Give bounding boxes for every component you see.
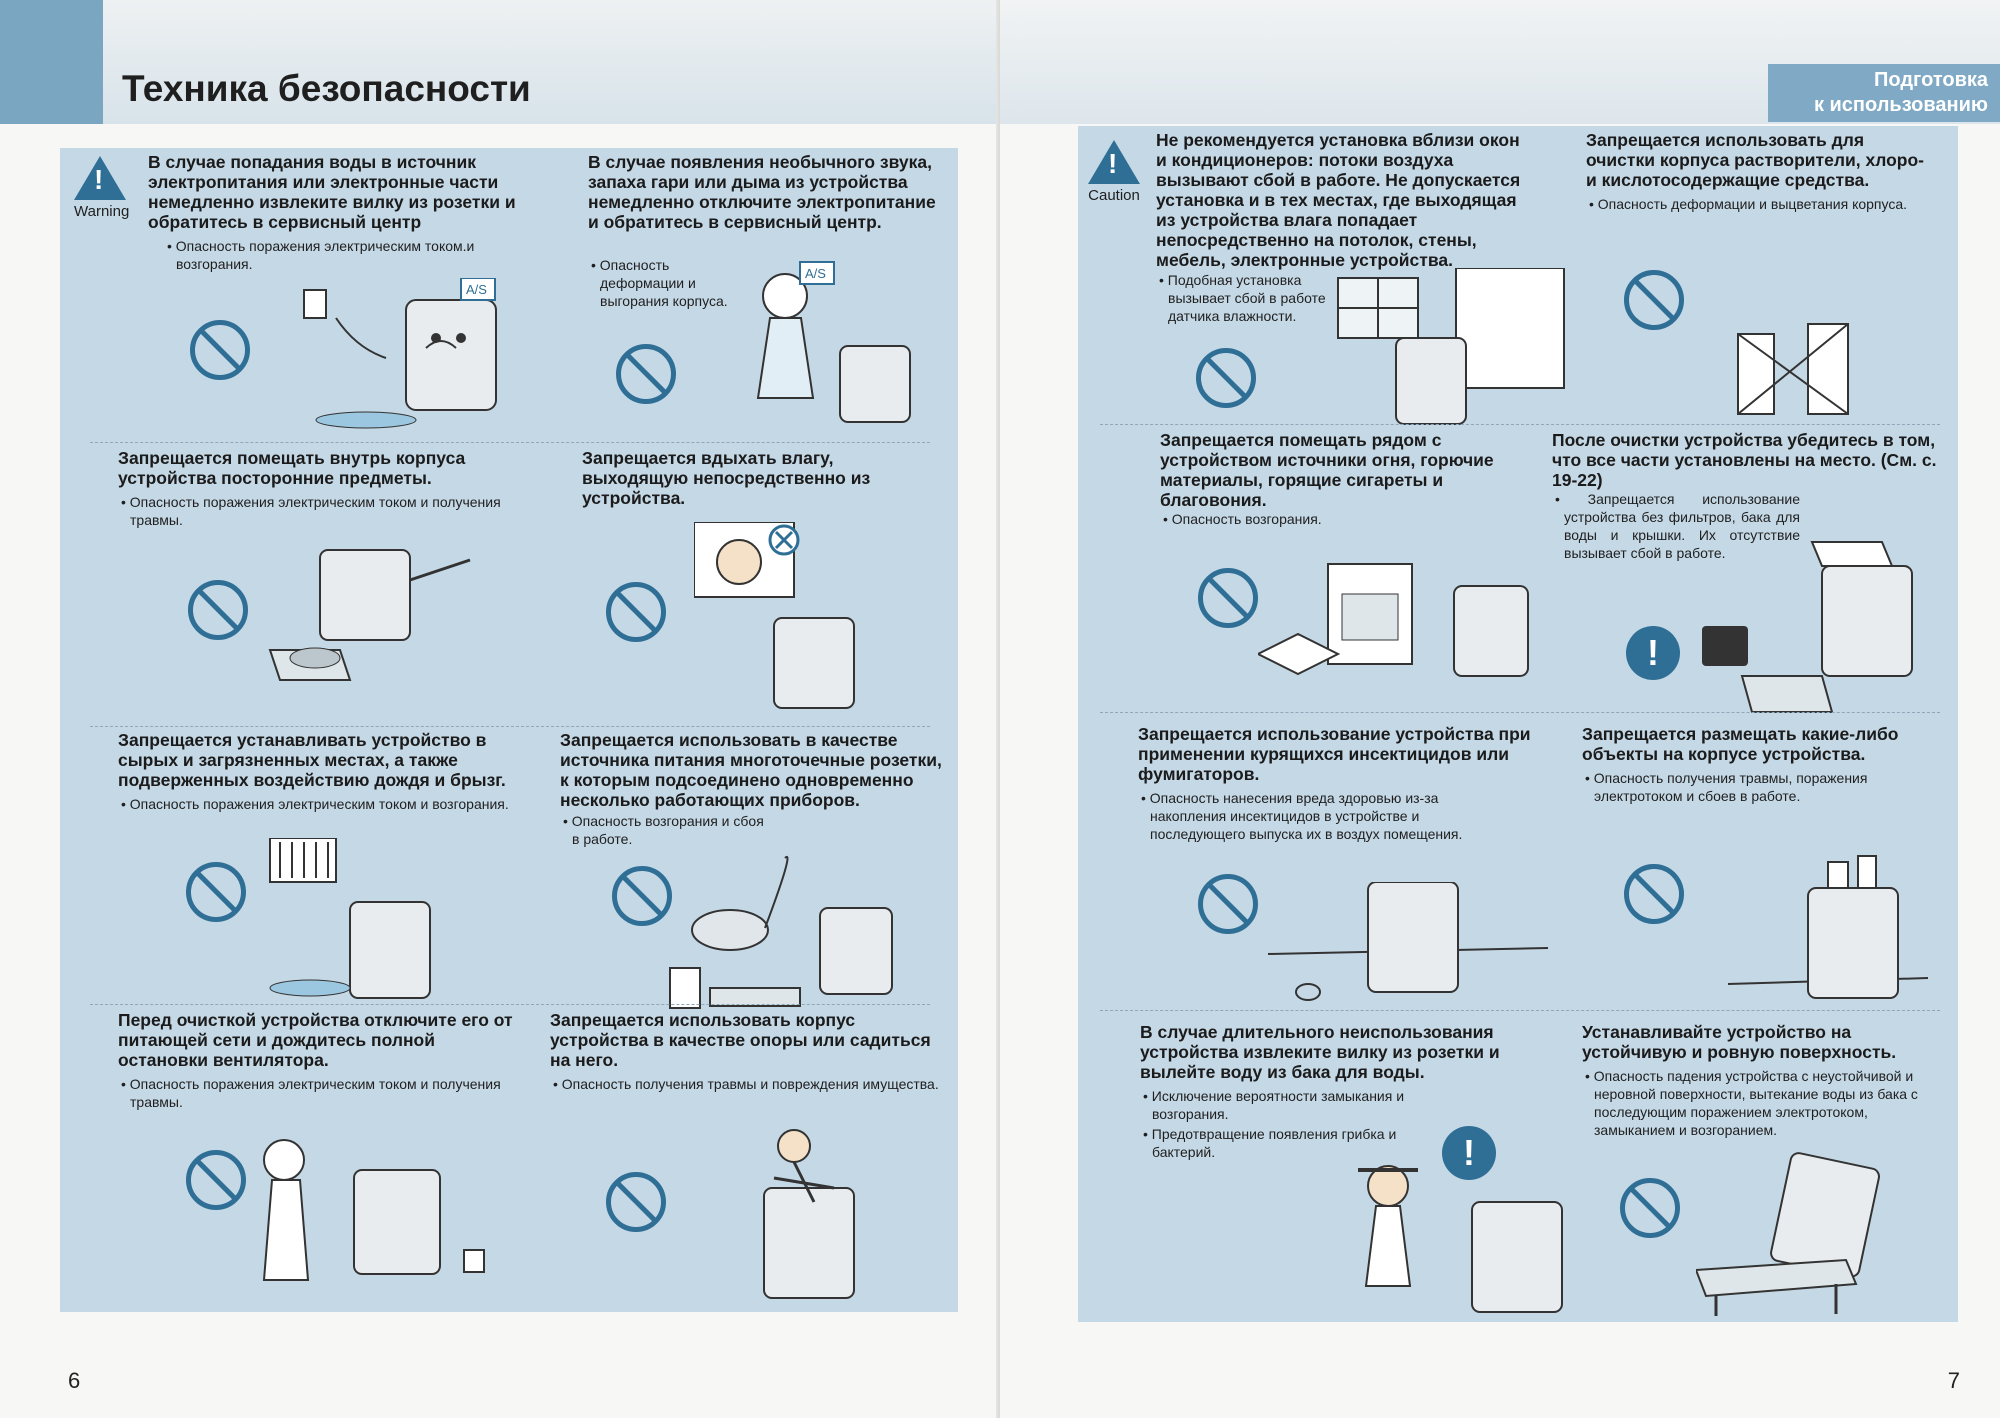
item-heading: Запрещается использовать корпус устройства в качестве опоры или садиться на него. xyxy=(550,1010,931,1070)
item-note: • Опасность поражения электрическим током и получения травмы. xyxy=(118,1075,518,1111)
safety-item-insecticides xyxy=(1138,724,1538,843)
title-band xyxy=(0,0,1000,124)
fire-sources-illustration xyxy=(1258,544,1558,694)
solvents-illustration xyxy=(1698,294,1878,424)
objects-on-top-illustration xyxy=(1728,846,1928,1016)
prohibited-icon xyxy=(1624,864,1684,924)
safety-item-no-objects-on-top xyxy=(1582,724,1942,805)
prohibited-icon xyxy=(186,1150,246,1210)
damp-places-illustration xyxy=(260,838,520,1008)
item-note: • Опасность получения травмы, поражения электротоком и сбоев в работе. xyxy=(1582,769,1894,805)
item-note: • Подобная установка вызывает сбой в работе датчика влажности. xyxy=(1156,271,1368,325)
right-page xyxy=(1000,0,2000,1418)
item-heading: Запрещается использовать для очистки корпуса растворители, хлоро- и кислотосодержащие средства. xyxy=(1586,130,1924,190)
no-sitting-illustration xyxy=(714,1128,914,1303)
item-heading: Запрещается устанавливать устройство в сырых и загрязненных местах, а также подверженных воздействию дождя и брызг. xyxy=(118,730,506,790)
item-heading: Запрещается использование устройства при применении курящихся инсектицидов или фумигаторов. xyxy=(1138,724,1531,784)
item-note: • Опасность поражения электрическим током и возгорания. xyxy=(118,795,518,813)
safety-item-stable-surface xyxy=(1582,1022,1952,1139)
prohibited-icon xyxy=(1196,348,1256,408)
window-installation-illustration xyxy=(1336,268,1566,428)
item-note: • Запрещается использование устройства без фильтров, бака для воды и крышки. Их отсутствие вызывает сбой в работе. xyxy=(1552,490,1800,562)
item-heading: В случае появления необычного звука, запаха гари или дыма из устройства немедленно отключите электропитание и обратитесь в сервисный центр. xyxy=(588,152,936,232)
prohibited-icon xyxy=(606,582,666,642)
item-heading: Запрещается помещать внутрь корпуса устройства посторонние предметы. xyxy=(118,448,466,488)
item-note: • Опасность нанесения вреда здоровью из-за накопления инсектицидов в устройстве и последующего выпуска их в воздух помещения. xyxy=(1138,789,1510,843)
person-smoke-illustration xyxy=(730,256,940,436)
page-number: 6 xyxy=(68,1368,81,1393)
caution-badge xyxy=(1088,140,1140,204)
item-heading: Не рекомендуется установка вблизи окон и кондиционеров: потоки воздуха вызывают сбой в работе. Не допускается установка и в тех местах, где выходящая из устройства влага попадает непосредственно на потолок, стены, мебель, электронные устройства. xyxy=(1156,130,1521,270)
safety-item-no-sitting xyxy=(550,1010,950,1093)
item-heading: Запрещается помещать рядом с устройством источники огня, горючие материалы, горящие сигареты и благовония. xyxy=(1160,430,1494,510)
multi-outlet-illustration xyxy=(660,838,940,1013)
warning-triangle-icon: ! xyxy=(74,156,126,200)
safety-item-damp-places xyxy=(118,730,518,813)
prohibited-icon xyxy=(1620,1178,1680,1238)
page-number: 7 xyxy=(1947,1368,1960,1393)
foreign-objects-illustration xyxy=(260,540,520,690)
long-storage-illustration xyxy=(1348,1150,1578,1320)
safety-item-multi-outlet xyxy=(560,730,950,848)
item-heading: В случае попадания воды в источник электропитания или электронные части немедленно извлеките вилку из розетки и обратитесь в сервисный центр xyxy=(148,152,516,232)
item-heading: Запрещается размещать какие-либо объекты на корпусе устройства. xyxy=(1582,724,1899,764)
item-heading: Перед очисткой устройства отключите его от питающей сети и дождитесь полной остановки вентилятора. xyxy=(118,1010,513,1070)
item-heading: Устанавливайте устройство на устойчивую и ровную поверхность. xyxy=(1582,1022,1897,1062)
inhale-moisture-illustration xyxy=(694,522,914,712)
caution-panel xyxy=(1078,126,1958,1322)
divider xyxy=(90,726,930,727)
item-heading: После очистки устройства убедитесь в том, что все части установлены на место. (См. с. 19-22) xyxy=(1552,430,1937,490)
divider xyxy=(90,442,930,443)
divider xyxy=(1100,712,1940,713)
item-note: • Опасность поражения электрическим током и получения травмы. xyxy=(118,493,518,529)
unstable-surface-illustration xyxy=(1696,1140,1926,1320)
warning-badge xyxy=(74,156,130,220)
caution-label: Caution xyxy=(1088,187,1140,204)
safety-item-solvents xyxy=(1586,130,1926,213)
section-tab-line-2: к использованию xyxy=(1813,94,1988,116)
title-tab xyxy=(0,0,103,124)
svg-text:A/S: A/S xyxy=(805,266,826,281)
dehumidifier-water-illustration xyxy=(296,278,516,438)
item-note: • Опасность деформации и выгорания корпуса. xyxy=(588,256,750,310)
prohibited-icon xyxy=(1624,270,1684,330)
caution-triangle-icon: ! xyxy=(1088,140,1140,184)
warning-label: Warning xyxy=(74,203,130,220)
safety-item-cleaning xyxy=(118,1010,518,1111)
item-note: • Исключение вероятности замыкания и возгорания. xyxy=(1140,1087,1452,1123)
safety-item-water-in-power xyxy=(148,152,548,273)
prohibited-icon xyxy=(1198,568,1258,628)
mandatory-icon: ! xyxy=(1442,1126,1496,1180)
item-note: • Предотвращение появления грибка и бактерий. xyxy=(1140,1125,1452,1161)
safety-item-foreign-objects xyxy=(118,448,518,529)
safety-item-fire-sources xyxy=(1160,430,1520,528)
insecticides-illustration xyxy=(1268,882,1558,1022)
svg-text:A/S: A/S xyxy=(466,282,487,297)
prohibited-icon xyxy=(1198,874,1258,934)
parts-installed-illustration xyxy=(1702,536,1932,726)
prohibited-icon xyxy=(616,344,676,404)
item-note: • Опасность поражения электрическим током.и возгорания. xyxy=(148,237,548,273)
item-heading: Запрещается вдыхать влагу, выходящую непосредственно из устройства. xyxy=(582,448,871,508)
prohibited-icon xyxy=(606,1172,666,1232)
prohibited-icon xyxy=(190,320,250,380)
section-tab xyxy=(1768,64,2000,122)
page-title: Техника безопасности xyxy=(122,68,531,109)
safety-item-long-storage xyxy=(1140,1022,1560,1161)
divider xyxy=(90,1004,930,1005)
item-note: • Опасность возгорания и сбоя в работе. xyxy=(560,812,772,848)
item-note: • Опасность получения травмы и повреждения имущества. xyxy=(550,1075,950,1093)
item-note: • Опасность падения устройства с неустойчивой и неровной поверхности, вытекание воды из бака с последующим поражением электротоком, замыканием и возгоранием. xyxy=(1582,1067,1934,1139)
section-tab-line-1: Подготовка xyxy=(1874,69,1988,91)
prohibited-icon xyxy=(188,580,248,640)
warning-panel xyxy=(60,148,958,1312)
safety-item-inhale-moisture xyxy=(582,448,942,508)
item-heading: Запрещается использовать в качестве источника питания многоточечные розетки, к которым подсоединено одновременно несколько работающих приборов. xyxy=(560,730,942,810)
item-note: • Опасность возгорания. xyxy=(1160,510,1520,528)
mandatory-icon: ! xyxy=(1626,626,1680,680)
prohibited-icon xyxy=(186,862,246,922)
item-note: • Опасность деформации и выцветания корпуса. xyxy=(1586,195,1926,213)
divider xyxy=(1100,1010,1940,1011)
cleaning-illustration xyxy=(254,1130,554,1305)
divider xyxy=(1100,424,1940,425)
item-heading: В случае длительного неиспользования устройства извлеките вилку из розетки и вылейте воду из бака для воды. xyxy=(1140,1022,1500,1082)
